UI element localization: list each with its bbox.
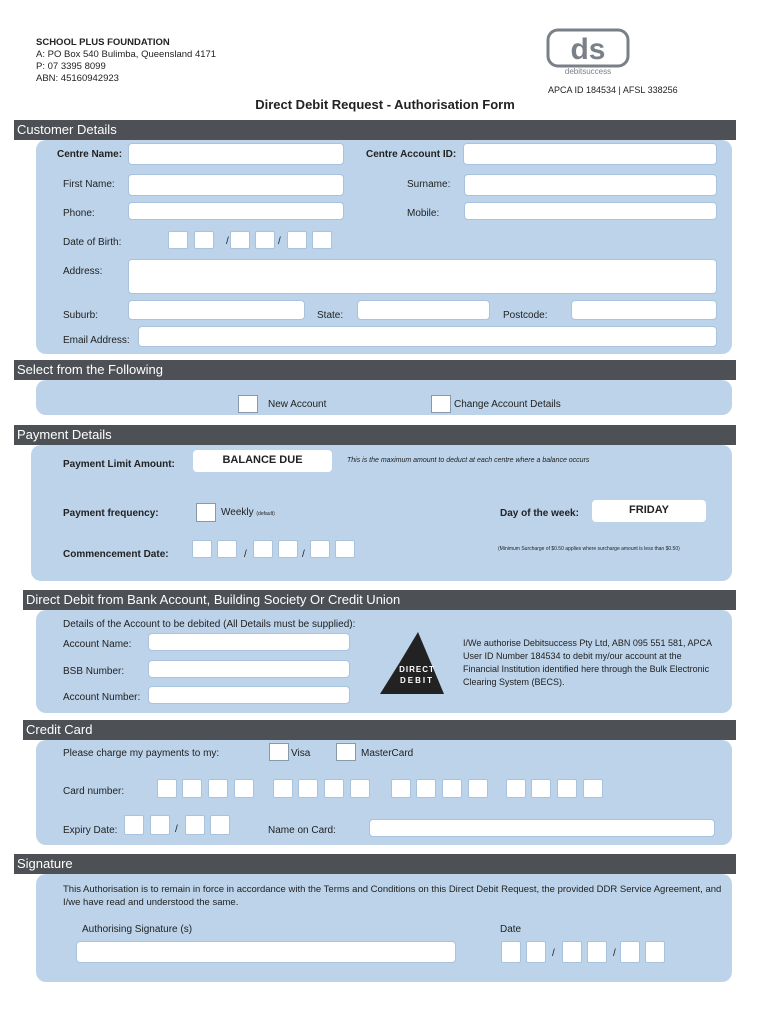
- bank-details-note: Details of the Account to be debited (All Details must be supplied):: [63, 619, 356, 630]
- select-panel: [36, 380, 732, 415]
- expiry-year-2[interactable]: [210, 815, 230, 835]
- account-name-field[interactable]: [148, 633, 350, 651]
- commencement-slash-2: /: [302, 549, 305, 560]
- expiry-slash: /: [175, 824, 178, 835]
- dd-logo-line2: DEBIT: [400, 676, 434, 685]
- sig-date-day-2[interactable]: [526, 941, 546, 963]
- email-field[interactable]: [138, 326, 717, 347]
- form-title: Direct Debit Request - Authorisation Form: [255, 97, 515, 112]
- surname-label: Surname:: [407, 179, 451, 190]
- email-label: Email Address:: [63, 335, 130, 346]
- authorising-signature-label: Authorising Signature (s): [82, 924, 193, 935]
- phone-label: Phone:: [63, 208, 95, 219]
- centre-account-id-label: Centre Account ID:: [366, 149, 457, 160]
- authorise-text: I/We authorise Debitsuccess Pty Ltd, ABN 095 551 581, APCA User ID Number 184534 to debit my/our account at the Financial Institution identified here through the Bulk Electronic Clearing System (BECS).: [463, 638, 712, 687]
- new-account-checkbox[interactable]: [238, 395, 258, 413]
- logo-text: debitsuccess: [564, 67, 612, 76]
- name-on-card-field[interactable]: [369, 819, 715, 837]
- expiry-year-1[interactable]: [185, 815, 205, 835]
- card-digit-13[interactable]: [506, 779, 526, 798]
- signature-field[interactable]: [76, 941, 456, 963]
- card-digit-10[interactable]: [416, 779, 436, 798]
- address-label: Address:: [63, 266, 103, 277]
- card-digit-16[interactable]: [583, 779, 603, 798]
- dob-year-2[interactable]: [312, 231, 332, 249]
- expiry-month-2[interactable]: [150, 815, 170, 835]
- postcode-label: Postcode:: [503, 310, 548, 321]
- card-digit-15[interactable]: [557, 779, 577, 798]
- commencement-year-2[interactable]: [335, 540, 355, 558]
- dob-label: Date of Birth:: [63, 237, 122, 248]
- select-header: Select from the Following: [14, 360, 736, 380]
- payment-limit-label: Payment Limit Amount:: [63, 459, 175, 470]
- expiry-month-1[interactable]: [124, 815, 144, 835]
- mobile-label: Mobile:: [407, 208, 440, 219]
- payment-header: Payment Details: [14, 425, 736, 445]
- surcharge-note: (Minimum Surcharge of $0.50 applies where surcharge amount is less than $0.50): [498, 546, 680, 552]
- dob-month-1[interactable]: [230, 231, 250, 249]
- signature-text: This Authorisation is to remain in force in accordance with the Terms and Conditions on this Direct Debit Request, the provided DDR Service Agreement, and I/we have read and understood the same.: [63, 884, 722, 908]
- sig-date-year-1[interactable]: [620, 941, 640, 963]
- dd-logo-line1: DIRECT: [399, 665, 435, 674]
- mobile-field[interactable]: [464, 202, 717, 220]
- surname-field[interactable]: [464, 174, 717, 196]
- sig-date-slash-2: /: [613, 948, 616, 959]
- credit-card-header: Credit Card: [23, 720, 736, 740]
- dob-month-2[interactable]: [255, 231, 275, 249]
- org-info: [36, 37, 216, 85]
- org-phone: P: 07 3395 8099: [36, 61, 106, 72]
- customer-details-header: Customer Details: [14, 120, 736, 140]
- postcode-field[interactable]: [571, 300, 717, 320]
- first-name-field[interactable]: [128, 174, 344, 196]
- card-digit-1[interactable]: [157, 779, 177, 798]
- logo-mark: ds: [570, 33, 606, 66]
- direct-debit-logo: [378, 630, 448, 696]
- card-digit-14[interactable]: [531, 779, 551, 798]
- card-digit-7[interactable]: [324, 779, 344, 798]
- weekly-checkbox[interactable]: [196, 503, 216, 522]
- sig-date-month-1[interactable]: [562, 941, 582, 963]
- state-field[interactable]: [357, 300, 490, 320]
- card-digit-11[interactable]: [442, 779, 462, 798]
- day-of-week-value[interactable]: FRIDAY: [592, 500, 706, 522]
- payment-limit-note: This is the maximum amount to deduct at each centre where a balance occurs: [347, 457, 590, 464]
- card-digit-3[interactable]: [208, 779, 228, 798]
- account-number-label: Account Number:: [63, 692, 141, 703]
- commencement-day-1[interactable]: [192, 540, 212, 558]
- signature-header: Signature: [14, 854, 736, 874]
- card-digit-8[interactable]: [350, 779, 370, 798]
- first-name-label: First Name:: [63, 179, 115, 190]
- card-digit-12[interactable]: [468, 779, 488, 798]
- sig-date-year-2[interactable]: [645, 941, 665, 963]
- default-note: (default): [256, 511, 275, 517]
- centre-account-id-field[interactable]: [463, 143, 717, 165]
- commencement-month-2[interactable]: [278, 540, 298, 558]
- dob-day-2[interactable]: [194, 231, 214, 249]
- centre-name-label: Centre Name:: [57, 149, 123, 160]
- org-address: A: PO Box 540 Bulimba, Queensland 4171: [36, 49, 217, 60]
- mastercard-label: MasterCard: [361, 748, 414, 759]
- card-digit-6[interactable]: [298, 779, 318, 798]
- card-number-label: Card number:: [63, 786, 125, 797]
- bank-header: Direct Debit from Bank Account, Building Society Or Credit Union: [23, 590, 736, 610]
- expiry-label: Expiry Date:: [63, 825, 118, 836]
- commencement-year-1[interactable]: [310, 540, 330, 558]
- mastercard-checkbox[interactable]: [336, 743, 356, 761]
- change-account-checkbox[interactable]: [431, 395, 451, 413]
- suburb-label: Suburb:: [63, 310, 99, 321]
- commencement-day-2[interactable]: [217, 540, 237, 558]
- date-label: Date: [500, 924, 522, 935]
- commencement-month-1[interactable]: [253, 540, 273, 558]
- visa-label: Visa: [291, 748, 311, 759]
- state-label: State:: [317, 310, 344, 321]
- centre-name-field[interactable]: [128, 143, 344, 165]
- phone-field[interactable]: [128, 202, 344, 220]
- payment-limit-value[interactable]: BALANCE DUE: [193, 450, 332, 472]
- sig-date-day-1[interactable]: [501, 941, 521, 963]
- visa-checkbox[interactable]: [269, 743, 289, 761]
- dob-slash-1: /: [226, 236, 229, 247]
- sig-date-month-2[interactable]: [587, 941, 607, 963]
- dob-slash-2: /: [278, 236, 281, 247]
- payment-frequency-label: Payment frequency:: [63, 508, 159, 519]
- weekly-label: [221, 507, 275, 518]
- debitsuccess-logo: [544, 28, 634, 76]
- card-digit-4[interactable]: [234, 779, 254, 798]
- bsb-label: BSB Number:: [63, 666, 125, 677]
- card-digit-2[interactable]: [182, 779, 202, 798]
- address-field[interactable]: [128, 259, 717, 294]
- card-digit-9[interactable]: [391, 779, 411, 798]
- commencement-date-label: Commencement Date:: [63, 549, 169, 560]
- org-name: SCHOOL PLUS FOUNDATION: [36, 37, 170, 48]
- weekly-text: Weekly: [221, 507, 254, 518]
- sig-date-slash-1: /: [552, 948, 555, 959]
- account-number-field[interactable]: [148, 686, 350, 704]
- dob-day-1[interactable]: [168, 231, 188, 249]
- change-account-label: Change Account Details: [454, 399, 561, 410]
- charge-label: Please charge my payments to my:: [63, 748, 220, 759]
- card-digit-5[interactable]: [273, 779, 293, 798]
- name-on-card-label: Name on Card:: [268, 825, 336, 836]
- commencement-slash-1: /: [244, 549, 247, 560]
- suburb-field[interactable]: [128, 300, 305, 320]
- customer-details-panel: [36, 140, 732, 354]
- apca-id: APCA ID 184534 | AFSL 338256: [548, 85, 678, 95]
- bsb-field[interactable]: [148, 660, 350, 678]
- day-of-week-label: Day of the week:: [500, 508, 579, 519]
- dob-year-1[interactable]: [287, 231, 307, 249]
- new-account-label: New Account: [268, 399, 327, 410]
- account-name-label: Account Name:: [63, 639, 132, 650]
- org-abn: ABN: 45160942923: [36, 73, 119, 84]
